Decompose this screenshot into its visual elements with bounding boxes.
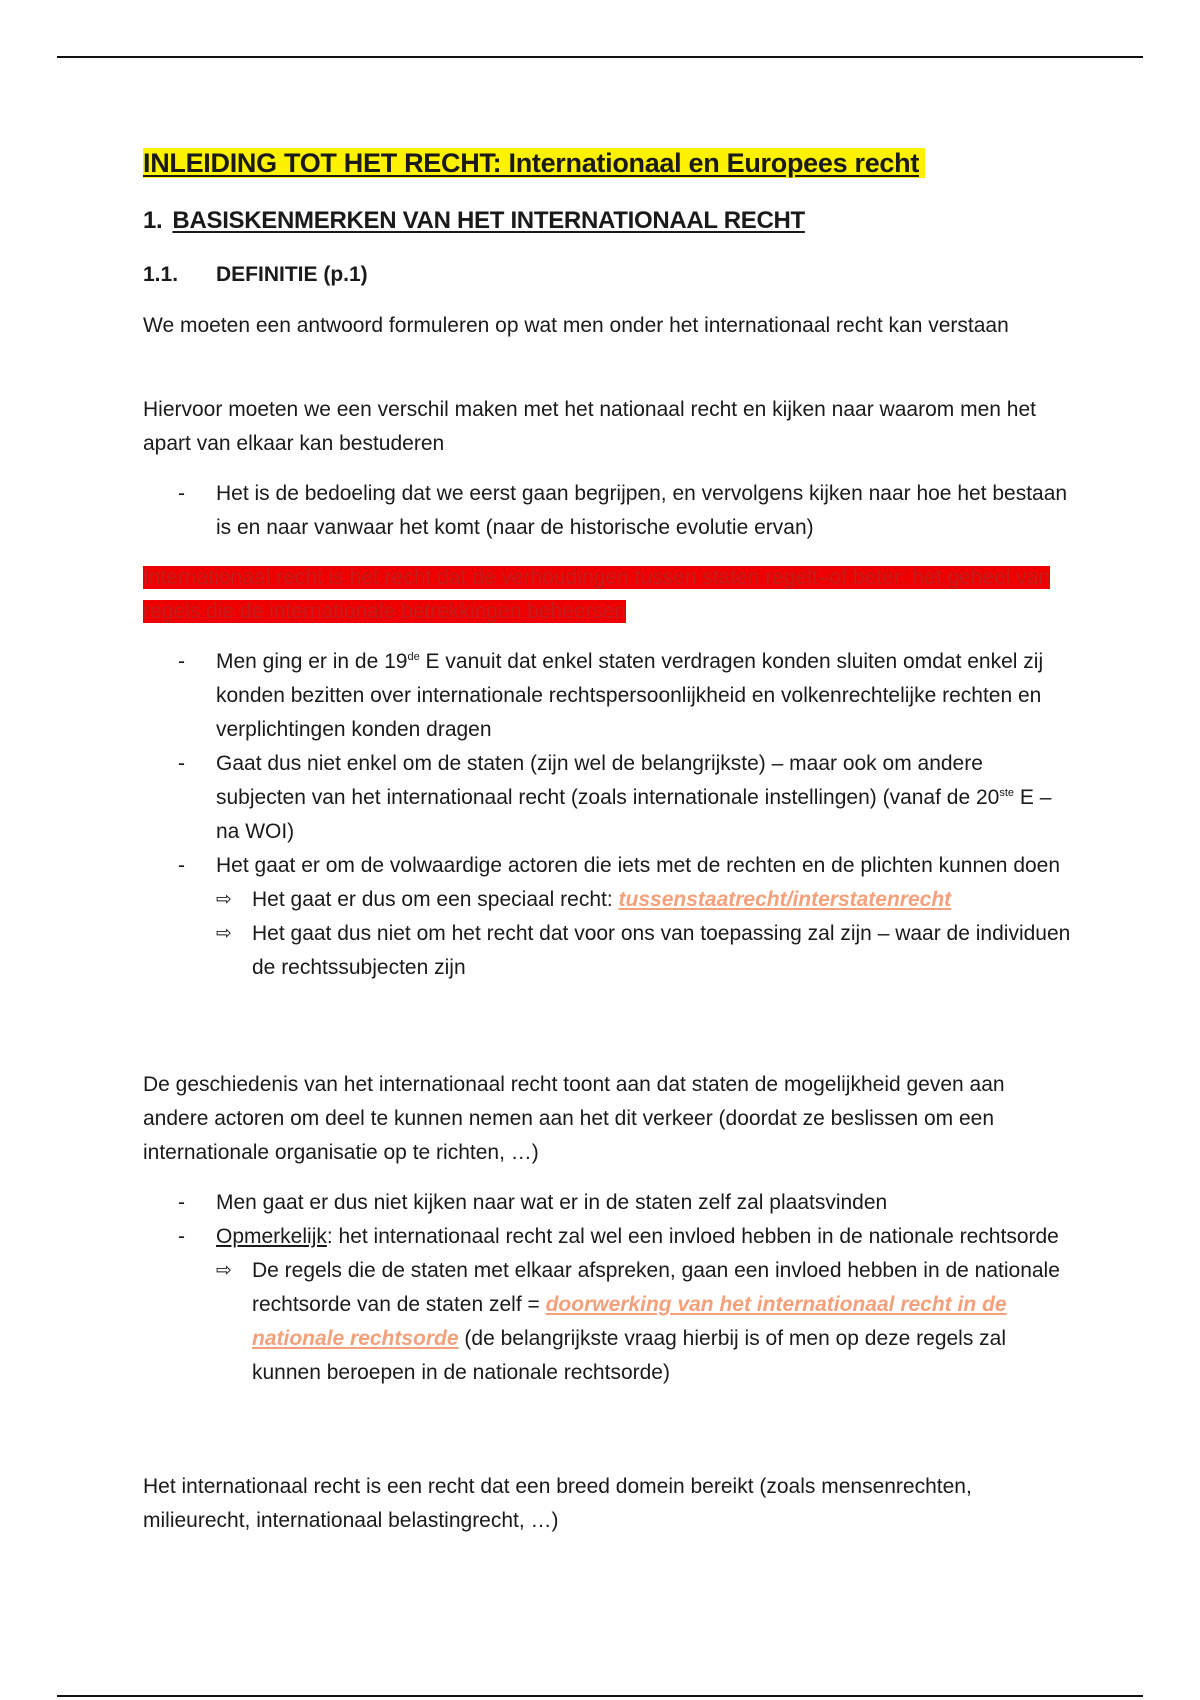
term-interstatenrecht: tussenstaatrecht/interstatenrecht (618, 888, 952, 911)
remark-label: Opmerkelijk (216, 1225, 327, 1248)
document-title: INLEIDING TOT HET RECHT: Internationaal en Europees recht (143, 145, 925, 181)
list-item: - Het is de bedoeling dat we eerst gaan begrijpen, en vervolgens kijken naar hoe het bestaan is en naar vanwaar het komt (naar de historische evolutie ervan) (143, 477, 1073, 545)
arrow-list-c (216, 1254, 1073, 1390)
arrow-right-outline-icon: ⇨ (216, 1260, 232, 1281)
paragraph-difference: Hiervoor moeten we een verschil maken met het nationaal recht en kijken naar waarom men het apart van elkaar kan bestuderen (143, 398, 1036, 455)
list-item: - Gaat dus niet enkel om de staten (zijn wel de belangrijkste) – maar ook om andere subjecten van het internationaal recht (zoals internationale instellingen) (vanaf de 20ste E – na WOI) (143, 747, 1073, 849)
section-number: 1. (143, 207, 163, 234)
list-item: - Opmerkelijk: het internationaal recht zal wel een invloed hebben in de nationale rechtsorde ⇨ De regels die de staten met elkaar afspreken, gaan een invloed hebben in de nationale rechtsorde van de staten zelf = doorwerking van het internationaal recht in de nationale rechtsorde (de belangrijkste vraag hierbij is of men op deze regels zal kunnen beroepen in de nationale rechtsorde) (143, 1220, 1073, 1390)
arrow-right-outline-icon: ⇨ (216, 889, 232, 910)
paragraph-domain: Het internationaal recht is een recht dat een breed domein bereikt (zoals mensenrechten, milieurecht, internationaal belastingrecht, …) (143, 1475, 972, 1532)
arrow-right-outline-icon: ⇨ (216, 923, 232, 944)
term-doorwerking: doorwerking van het internationaal recht in de nationale rechtsorde (252, 1293, 1007, 1350)
arrow-item: ⇨ Het gaat er dus om een speciaal recht: tussenstaatrecht/interstatenrecht (216, 883, 1073, 917)
definition-highlight: Internationaal recht is het recht dat de verhoudingen tussen staten regelt–of beter: het geheel van regels die de internationale betrekkingen beheersen (143, 566, 1051, 623)
paragraph-history: De geschiedenis van het internationaal recht toont aan dat staten de mogelijkheid geven aan andere actoren om deel te kunnen nemen aan het dit verkeer (doordat ze beslissen om een internationale organisatie op te richten, …) (143, 1073, 1005, 1164)
list-item: - Het gaat er om de volwaardige actoren die iets met de rechten en de plichten kunnen doen ⇨ Het gaat er dus om een speciaal recht: tussenstaatrecht/interstatenrecht ⇨ Het gaat dus niet om het recht dat voor ons van toepassing zal zijn – waar de individuen de rechtssubjecten zijn (143, 849, 1073, 985)
section-heading (143, 207, 805, 235)
bullet-list-a (143, 477, 1073, 545)
definition-paragraph (143, 561, 1063, 629)
section-title: BASISKENMERKEN VAN HET INTERNATIONAAL RECHT (172, 207, 805, 234)
paragraph-intro: We moeten een antwoord formuleren op wat men onder het internationaal recht kan verstaan (143, 314, 1009, 337)
subsection-title: DEFINITIE (p.1) (216, 263, 368, 286)
arrow-item: ⇨ De regels die de staten met elkaar afspreken, gaan een invloed hebben in de nationale rechtsorde van de staten zelf = doorwerking van het internationaal recht in de nationale rechtsorde (de belangrijkste vraag hierbij is of men op deze regels zal kunnen beroepen in de nationale rechtsorde) (216, 1254, 1073, 1390)
bullet-list-c (143, 1186, 1073, 1390)
subsection-heading (143, 263, 368, 287)
list-item: - Men ging er in de 19de E vanuit dat enkel staten verdragen konden sluiten omdat enkel zij konden bezitten over internationale rechtspersoonlijkheid en volkenrechtelijke rechten en verplichtingen konden dragen (143, 645, 1073, 747)
top-rule (57, 56, 1143, 58)
arrow-item: ⇨ Het gaat dus niet om het recht dat voor ons van toepassing zal zijn – waar de individuen de rechtssubjecten zijn (216, 917, 1073, 985)
bottom-rule (57, 1695, 1143, 1697)
list-item: - Men gaat er dus niet kijken naar wat er in de staten zelf zal plaatsvinden (143, 1186, 1073, 1220)
subsection-number: 1.1. (143, 263, 179, 286)
arrow-list-b (216, 883, 1073, 985)
bullet-list-b (143, 645, 1073, 985)
